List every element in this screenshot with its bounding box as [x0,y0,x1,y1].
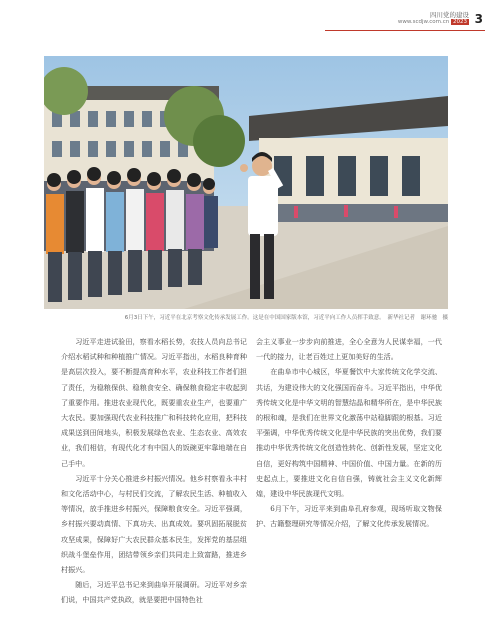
photo-illustration [44,56,448,309]
text-column-right [256,334,442,532]
page-header [325,10,485,36]
paragraph: 习近平十分关心推进乡村振兴情况。他乡村察看永丰村和文化活动中心，与村民们交流，了解农民生活、种植收入等情况，放手推进乡村振兴，保障粮食安全。习近平强调，乡村振兴要动真情、下真功夫、出真成效。要巩固拓展脱贫攻坚成果，保障好广大农民群众基本民生，发挥党的基层组织战斗堡垒作用，团结带领乡亲们共同走上致富路，推进乡村振兴。 [61,473,247,575]
url-text: www.scdjw.com.cn [397,19,450,25]
photo-caption: 6月3日下午，习近平在北京考察文化传承发展工作。这是在中国国家版本馆，习近平向工作人员挥手致意。 新华社记者 谢环驰 摄 [124,315,448,321]
news-photo [44,56,448,309]
header-rule [325,30,485,31]
page-number: 3 [474,12,483,26]
paragraph: 会主义事业一步步向前推进，全心全意为人民谋幸福，一代一代的接力，让老百姓过上更加美好的生活。 [256,337,442,362]
paragraph: 6月下午，习近平来到曲阜孔府参观，现场听取文物保护、古籍整理研究等情况介绍，了解文化传承发展情况。 [256,504,442,529]
paragraph: 在曲阜市中心城区，华夏餐饮中大家传统文化学交流、共话，为建设伟大的文化强国而奋斗。习近平指出，中华优秀传统文化是中华文明的智慧结晶和精华所在，是中华民族的根和魂，是我们在世界文化激荡中站稳脚跟的根基。习近平强调，中华优秀传统文化是中华民族的突出优势，我们要推动中华优秀传统文化创造性转化、创新性发展，坚定文化自信，更好构筑中国精神、中国价值、中国力量。在新的历史起点上，要推进文化自信自强，铸就社会主义文化新辉煌，建设中华民族现代文明。 [256,367,442,499]
paragraph: 随后，习近平总书记来到曲阜开展调研。习近平对乡亲们说，中国共产党执政，就是要把中国特色社 [61,580,247,605]
magazine-url [398,19,469,25]
text-column-left [61,334,247,608]
magazine-title: 四川党的建设 [430,11,469,19]
paragraph: 习近平走进试验田，察看水稻长势，农技人员向总书记介绍水稻试种和种植推广情况。习近平指出，水稻良种育种是高层次投入，要不断提高育种水平，农业科技工作者们担了责任，为稳粮保供、稳粮食安全、确保粮食稳定丰收起到了重要作用。推进农业现代化，既要重农业生产，也要重广大农民。要加强现代农业科技推广和科技转化应用，把科技成果送到田间地头，积极发展绿色农业、生态农业、高效农业，我们相信，有现代化才有中国人的饭碗更牢靠地端在自己手中。 [61,337,247,468]
issue-year: 2023 [453,19,467,25]
